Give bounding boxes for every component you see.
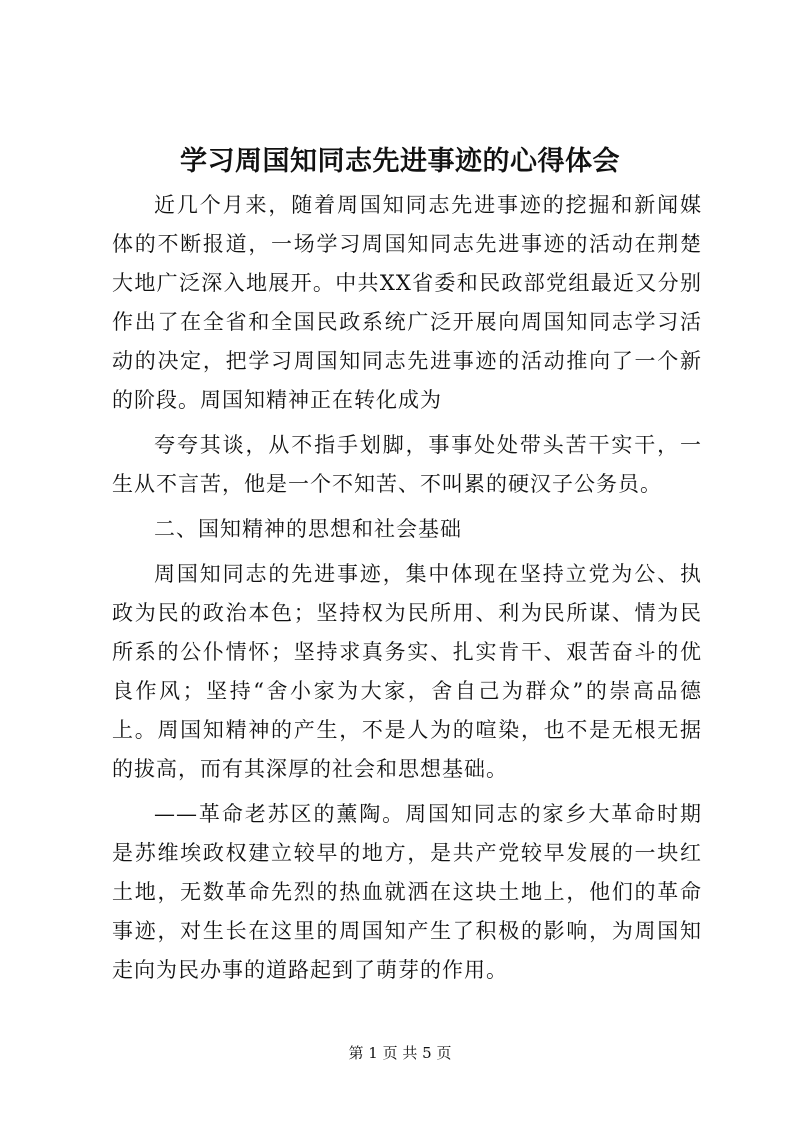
paragraph-revolutionary-influence: ——革命老苏区的薰陶。周国知同志的家乡大革命时期是苏维埃政权建立较早的地方，是共产党较早发展的一块红土地，无数革命先烈的热血就洒在这块土地上，他们的革命事迹，对生长在这里的周国知产生了积极的影响，为周国知走向为民办事的道路起到了萌芽的作用。 <box>112 802 702 982</box>
paragraph-intro: 近几个月来，随着周国知同志先进事迹的挖掘和新闻媒体的不断报道，一场学习周国知同志先进事迹的活动在荆楚大地广泛深入地展开。中共XX省委和民政部党组最近又分别作出了在全省和全国民政系统广泛开展向周国知同志学习活动的决定，把学习周国知同志先进事迹的活动推向了一个新的阶段。周国知精神正在转化成为 <box>112 193 702 412</box>
section-heading: 二、国知精神的思想和社会基础 <box>154 517 462 541</box>
paragraph-deeds: 周国知同志的先进事迹，集中体现在坚持立党为公、执政为民的政治本色；坚持权为民所用、利为民所谋、情为民所系的公仆情怀；坚持求真务实、扎实肯干、艰苦奋斗的优良作风；坚持“舍小家为大家，舍自己为群众”的崇高品德上。周国知精神的产生，不是人为的喧染，也不是无根无据的拔高，而有其深厚的社会和思想基础。 <box>112 562 702 781</box>
page-number-footer: 第 1 页 共 5 页 <box>348 1044 452 1062</box>
paragraph-character: 夸夸其谈，从不指手划脚，事事处处带头苦干实干，一生从不言苦，他是一个不知苦、不叫累的硬汉子公务员。 <box>112 433 702 496</box>
document-body <box>112 186 702 996</box>
document-title: 学习周国知同志先进事迹的心得体会 <box>180 146 620 177</box>
